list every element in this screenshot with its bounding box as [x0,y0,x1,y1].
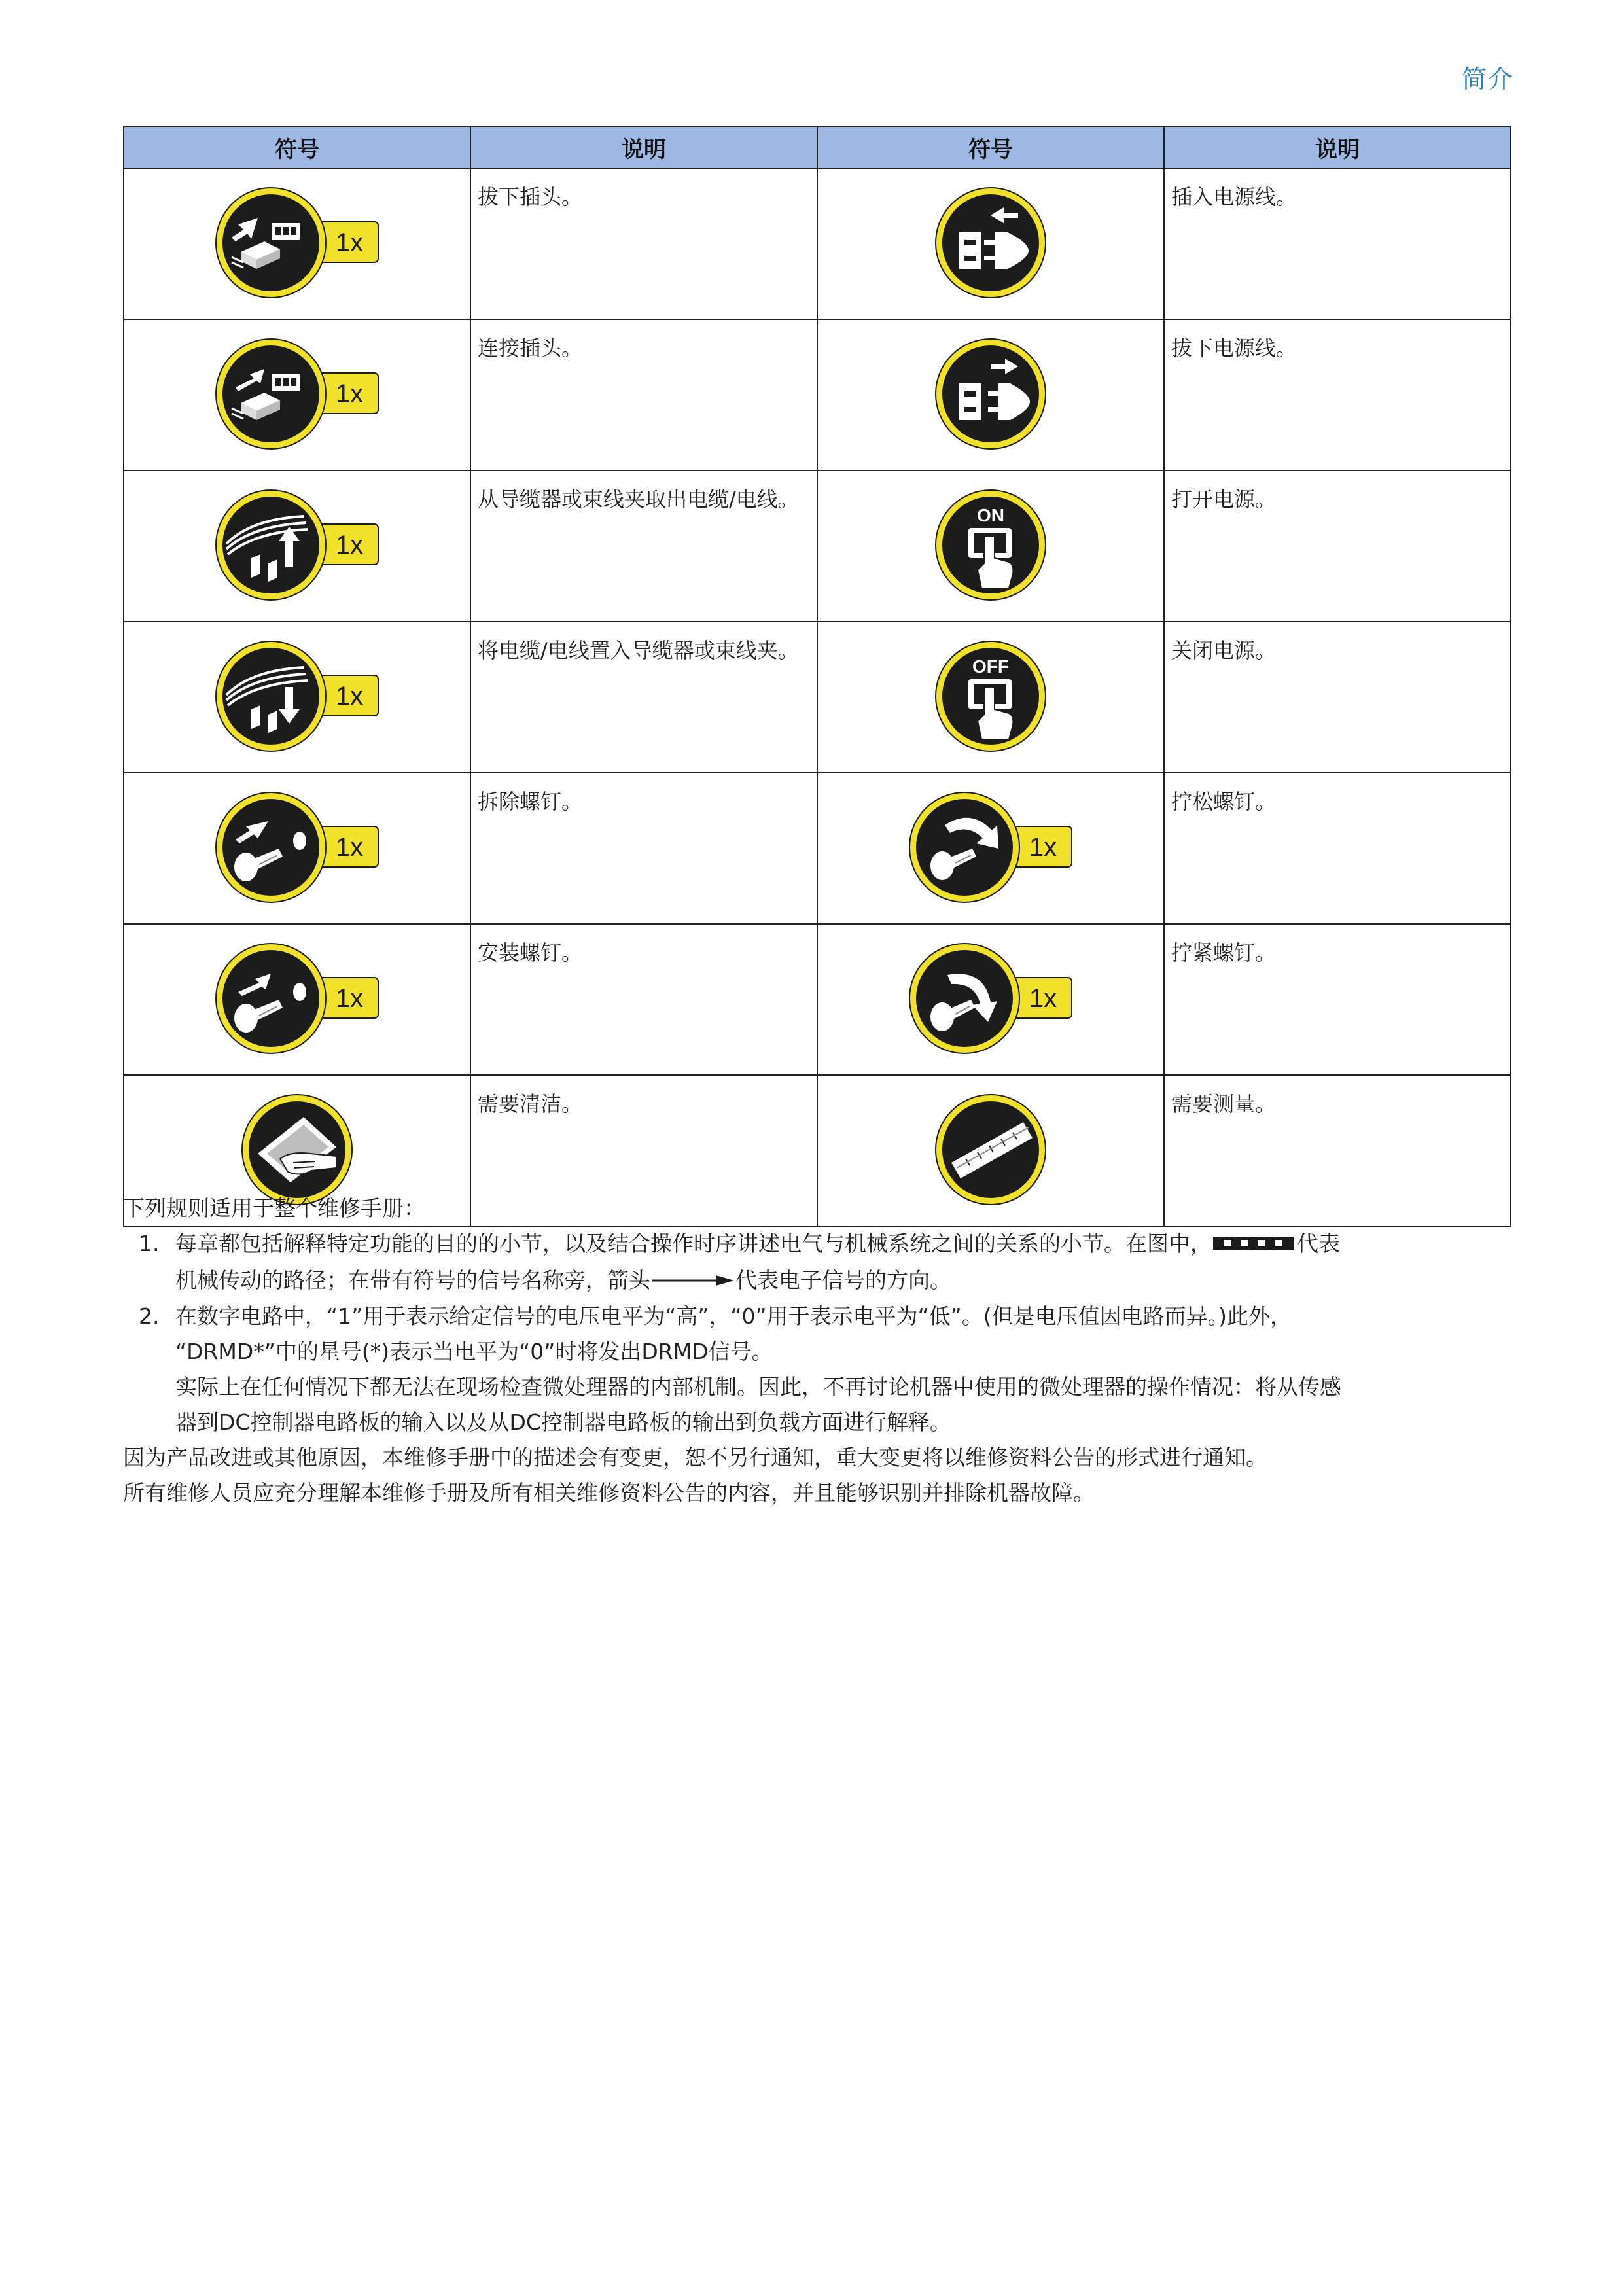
symbol-table-header [124,126,1511,168]
page-section-title: 简介 [1461,65,1514,94]
table-row [124,168,1511,319]
remove-power-cord-icon [932,335,1050,453]
signal-arrow-icon [650,1263,735,1299]
count-badge-label: 1x [335,228,364,257]
description-cell: 将电缆/电线置入导缆器或束线夹。 [470,622,817,773]
insert-power-cord-icon [932,184,1050,302]
table-row [124,924,1511,1075]
description-cell: 拔下电源线。 [1164,319,1511,470]
unplug-connector-icon [212,184,382,302]
power-off-icon [932,637,1050,755]
item2-text-line1: 在数字电路中，“1”用于表示给定信号的电压电平为“高”，“0”用于表示电平为“低”。(但是电压值因电路而异。)此外， [175,1303,1292,1329]
rules-text [123,1191,1523,1511]
item2-text-line2: “DRMD*”中的星号(*)表示当电平为“0”时将发出DRMD信号。 [175,1339,773,1364]
header-symbol-left: 符号 [124,126,470,168]
install-screw-icon [212,940,382,1057]
item1-text-part2: 代表 [1297,1231,1340,1256]
description-cell: 拧松螺钉。 [1164,773,1511,924]
tighten-screw-icon [906,940,1076,1057]
loosen-screw-icon [906,788,1076,906]
note-paragraph: 因为产品改进或其他原因，本维修手册中的描述会有变更，恕不另行通知，重大变更将以维修资料公告的形式进行通知。 [123,1445,1267,1470]
description-cell: 拧紧螺钉。 [1164,924,1511,1075]
remove-screw-icon [212,788,382,906]
note-paragraph: 所有维修人员应充分理解本维修手册及所有相关维修资料公告的内容，并且能够识别并排除机器故障。 [123,1480,1095,1506]
count-badge-label: 1x [335,983,364,1013]
item1-text-line2a: 机械传动的路径；在带有符号的信号名称旁，箭头 [175,1267,650,1293]
description-cell: 打开电源。 [1164,470,1511,622]
table-row [124,773,1511,924]
table-row [124,470,1511,622]
description-cell: 关闭电源。 [1164,622,1511,773]
off-label: OFF [972,656,1009,677]
put-cable-into-guide-icon [212,637,382,755]
description-cell: 从导缆器或束线夹取出电缆/电线。 [470,470,817,622]
list-item [123,1299,1523,1440]
description-cell: 拔下插头。 [470,168,817,319]
item2-para-line1: 实际上在任何情况下都无法在现场检查微处理器的内部机制。因此，不再讨论机器中使用的微处理器的操作情况：将从传感 [175,1374,1341,1400]
header-description-right: 说明 [1164,126,1511,168]
symbol-table [123,126,1511,1227]
description-cell: 拆除螺钉。 [470,773,817,924]
item1-text-line2b: 代表电子信号的方向。 [735,1267,951,1293]
power-on-icon [932,486,1050,604]
count-badge-label: 1x [335,681,364,711]
description-cell: 需要测量。 [1164,1075,1511,1226]
description-cell: 插入电源线。 [1164,168,1511,319]
list-item [123,1226,1523,1299]
count-badge-label: 1x [335,530,364,559]
mechanical-path-symbol-icon [1212,1227,1297,1263]
item1-text-part1: 每章都包括解释特定功能的目的的小节，以及结合操作时序讲述电气与机械系统之间的关系的小节。在图中， [175,1231,1212,1256]
list-number: 1. [139,1231,160,1256]
description-cell: 安装螺钉。 [470,924,817,1075]
description-cell: 需要清洁。 [470,1075,817,1226]
description-cell: 连接插头。 [470,319,817,470]
table-row [124,319,1511,470]
intro-paragraph: 下列规则适用于整个维修手册： [123,1195,425,1221]
item2-para-line2: 器到DC控制器电路板的输入以及从DC控制器电路板的输出到负载方面进行解释。 [175,1409,951,1435]
header-symbol-right: 符号 [817,126,1164,168]
connect-connector-icon [212,335,382,453]
count-badge-label: 1x [1029,983,1057,1013]
header-description-left: 说明 [470,126,817,168]
remove-cable-from-guide-icon [212,486,382,604]
list-number: 2. [139,1303,160,1329]
on-label: ON [977,504,1004,525]
count-badge-label: 1x [335,832,364,862]
table-row [124,622,1511,773]
count-badge-label: 1x [1029,832,1057,862]
count-badge-label: 1x [335,379,364,408]
